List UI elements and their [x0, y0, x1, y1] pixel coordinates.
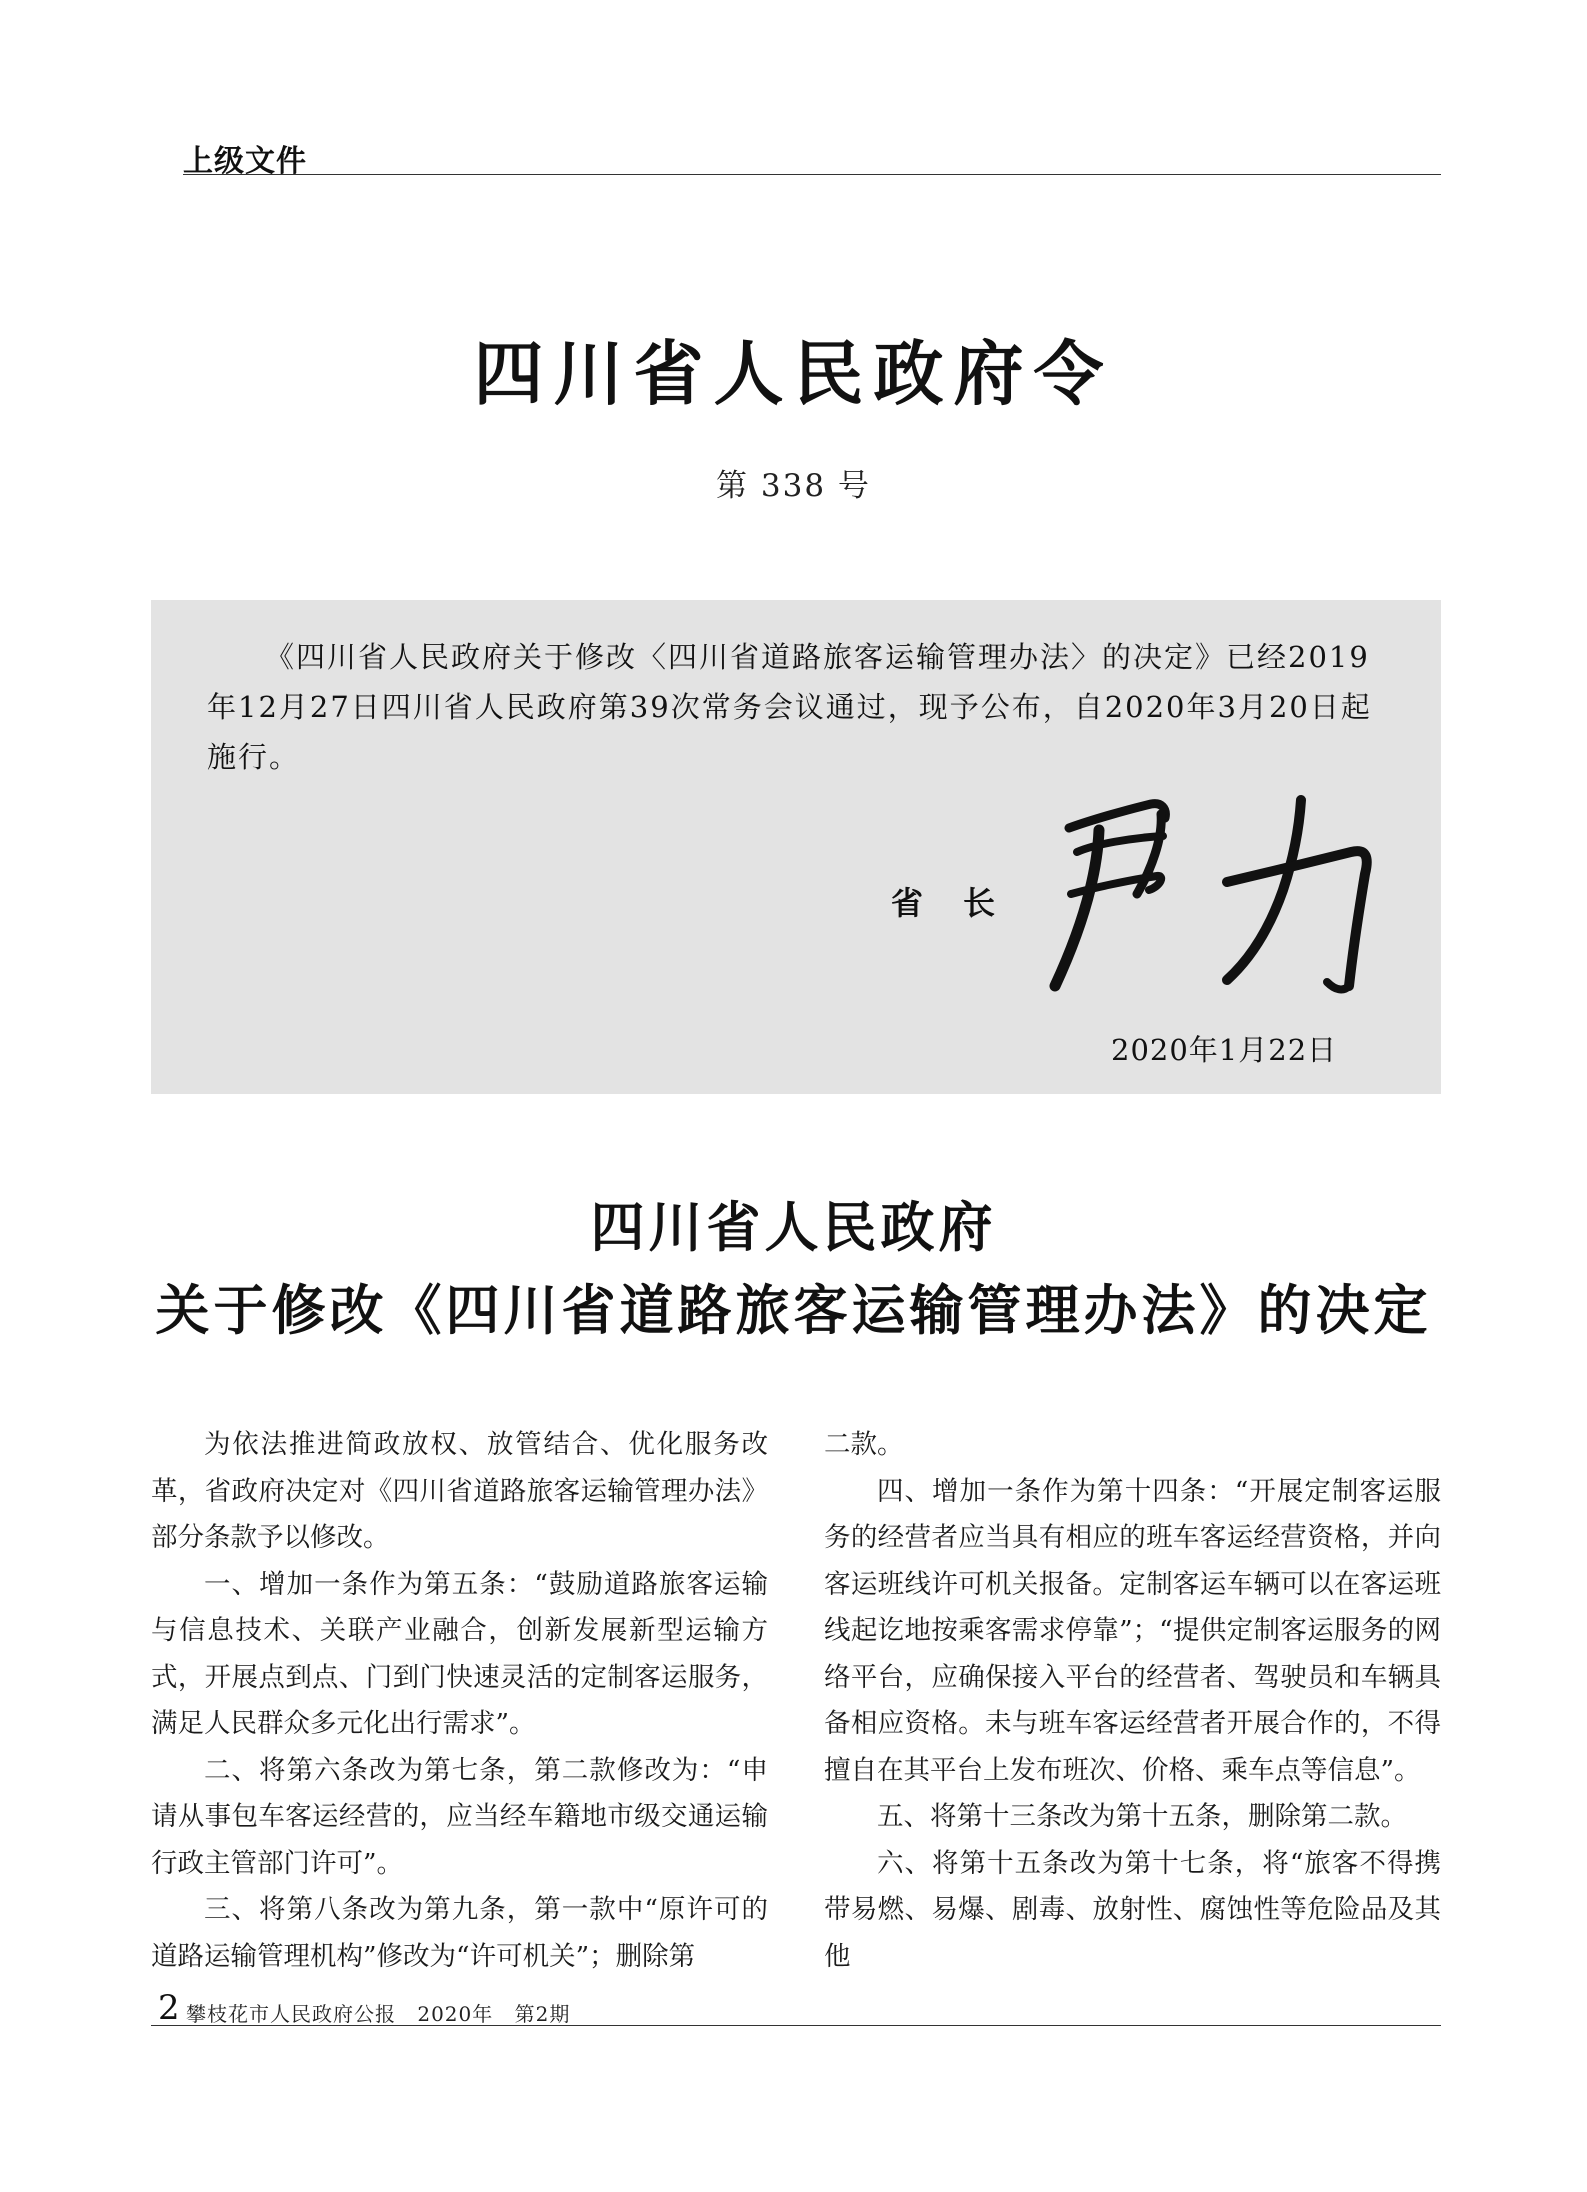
- governor-label: 省长: [891, 884, 1036, 922]
- body-paragraph: 二、将第六条改为第七条，第二款修改为：“申请从事包车客运经营的，应当经车籍地市级交通运输行政主管部门许可”。: [151, 1754, 768, 1879]
- body-paragraph: 三、将第八条改为第九条，第一款中“原许可的道路运输管理机构”修改为“许可机关”；删除第: [151, 1894, 768, 1972]
- page-number: 2: [158, 1988, 180, 2028]
- order-number: 第 338 号: [716, 468, 871, 504]
- body-paragraph: 五、将第十三条改为第十五条，删除第二款。: [877, 1801, 1407, 1832]
- decision-title-line2: 关于修改《四川省道路旅客运输管理办法》的决定: [155, 1278, 1432, 1342]
- decree-box: [151, 600, 1441, 1094]
- body-paragraph: 为依法推进简政放权、放管结合、优化服务改革，省政府决定对《四川省道路旅客运输管理办法》部分条款予以修改。: [151, 1429, 768, 1553]
- governor-signature: [1031, 790, 1411, 1000]
- top-rule: [183, 174, 1441, 175]
- decree-text: 《四川省人民政府关于修改〈四川省道路旅客运输管理办法〉的决定》已经2019年12月27日四川省人民政府第39次常务会议通过，现予公布，自2020年3月20日起施行。: [207, 640, 1372, 774]
- publication-name: 攀枝花市人民政府公报: [186, 2002, 396, 2026]
- body-paragraph: 四、增加一条作为第十四条：“开展定制客运服务的经营者应当具有相应的班车客运经营资格，并向客运班线许可机关报备。定制客运车辆可以在客运班线起讫地按乘客需求停靠”；“提供定制客运服务的网络平台，应确保接入平台的经营者、驾驶员和车辆具备相应资格。未与班车客运经营者开展合作的，不得擅自在其平台上发布班次、价格、乘车点等信息”。: [824, 1475, 1441, 1786]
- body-paragraph-continuation: 二款。: [824, 1429, 904, 1460]
- body-paragraph: 六、将第十五条改为第十七条，将“旅客不得携带易燃、易爆、剧毒、放射性、腐蚀性等危险品及其他: [824, 1847, 1441, 1972]
- footer-publication: [186, 1998, 584, 2027]
- publication-issue: 第2期: [514, 2002, 571, 2026]
- section-header: 上级文件: [183, 144, 307, 179]
- decree-date: 2020年1月22日: [1111, 1033, 1338, 1067]
- order-title: 四川省人民政府令: [473, 332, 1114, 415]
- body-paragraph: 一、增加一条作为第五条：“鼓励道路旅客运输与信息技术、关联产业融合，创新发展新型运输方式，开展点到点、门到门快速灵活的定制客运服务，满足人民群众多元化出行需求”。: [151, 1568, 768, 1739]
- body-column-right: [824, 1422, 1441, 1980]
- publication-year: 2020年: [417, 2002, 494, 2026]
- body-column-left: [151, 1422, 768, 1980]
- decision-title-line1: 四川省人民政府: [590, 1195, 997, 1259]
